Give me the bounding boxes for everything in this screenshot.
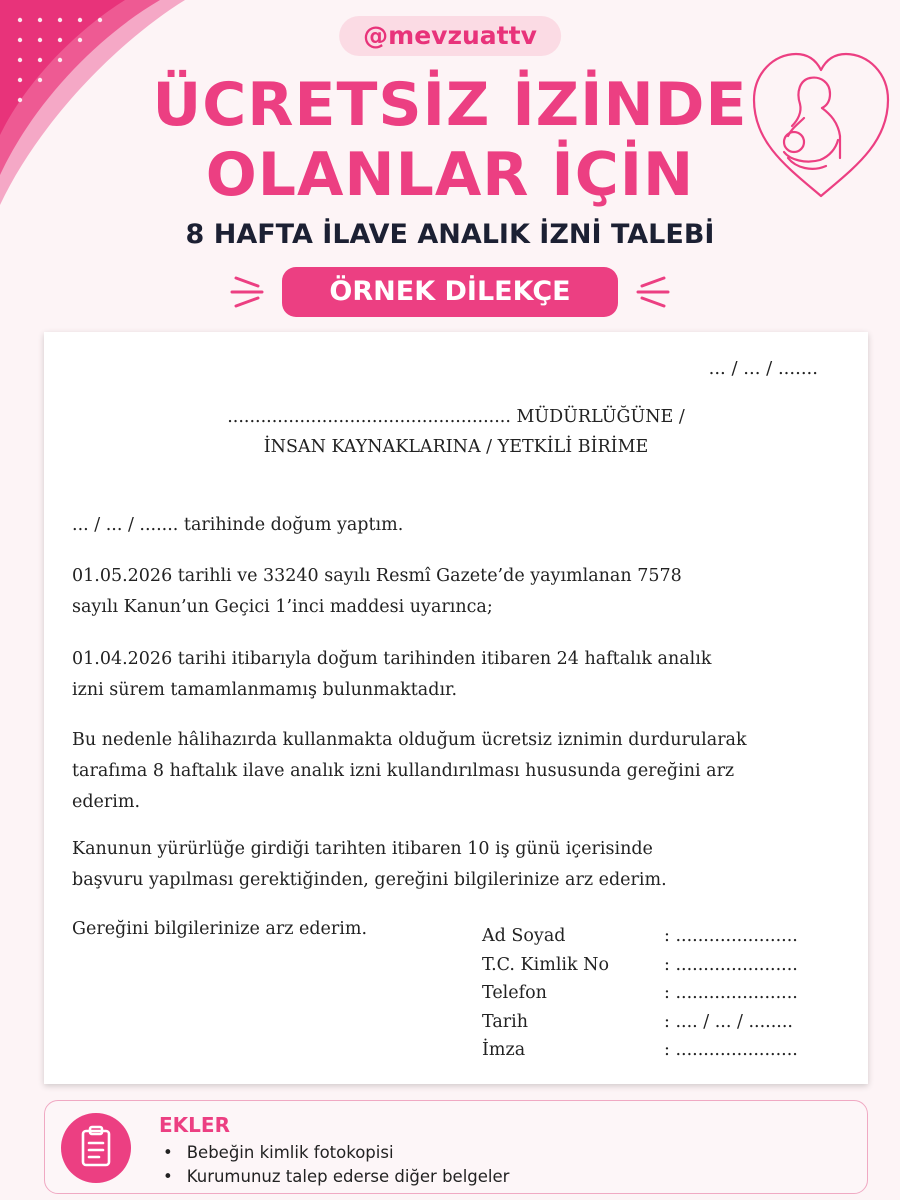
signature-value: : .... / ... / ........ bbox=[664, 1011, 793, 1032]
title-line-1: ÜCRETSİZ İZİNDE bbox=[152, 70, 748, 140]
signature-row-name bbox=[482, 922, 822, 951]
attachments-list bbox=[163, 1141, 509, 1189]
subtitle: 8 HAFTA İLAVE ANALIK İZNİ TALEBİ bbox=[185, 219, 715, 250]
signature-label: Telefon bbox=[482, 983, 547, 1003]
signature-value: : ...................... bbox=[664, 983, 798, 1003]
signature-label: T.C. Kimlik No bbox=[482, 954, 610, 975]
paragraph-birth-date: ... / ... / ....... tarihinde doğum yaptım. bbox=[72, 515, 404, 535]
mother-baby-heart-icon bbox=[748, 48, 894, 200]
signature-row-phone bbox=[482, 979, 822, 1008]
signature-label: Ad Soyad bbox=[482, 926, 566, 946]
paragraph-closing: Gereğini bilgilerinize arz ederim. bbox=[72, 919, 368, 939]
signature-label: Tarih bbox=[482, 1011, 528, 1032]
sample-petition-badge: ÖRNEK DİLEKÇE bbox=[282, 267, 618, 317]
paragraph-deadline: Kanunun yürürlüğe girdiği tarihten itibaren 10 iş günü içerisinde başvuru yapılması gerektiğinden, gereğini bilgilerinize arz ederim. bbox=[72, 839, 667, 890]
signature-value: : ...................... bbox=[664, 954, 798, 975]
signature-value: : ...................... bbox=[664, 926, 798, 946]
attachments-box bbox=[44, 1100, 868, 1194]
spark-left-icon bbox=[222, 268, 272, 316]
address-line-2: İNSAN KAYNAKLARINA / YETKİLİ BİRİME bbox=[263, 437, 649, 457]
signature-row-date bbox=[482, 1008, 822, 1037]
paragraph-request: Bu nedenle hâlihazırda kullanmakta olduğum ücretsiz iznimin durdurularak tarafıma 8 haftalık ilave analık izni kullandırılması hususunda gereğini arz ederim. bbox=[72, 730, 747, 812]
petition-date: ... / ... / ....... bbox=[708, 358, 818, 379]
address-line-1: ................................................... MÜDÜRLÜĞÜNE / bbox=[227, 407, 685, 427]
attachments-title: EKLER bbox=[159, 1113, 230, 1137]
spark-right-icon bbox=[628, 268, 678, 316]
signature-label: İmza bbox=[482, 1040, 526, 1060]
signature-value: : ...................... bbox=[664, 1040, 798, 1060]
paragraph-leave-status: 01.04.2026 tarihi itibarıyla doğum tarihinden itibaren 24 haftalık analık izni sürem tamamlanmamış bulunmaktadır. bbox=[72, 649, 712, 700]
list-item: • Bebeğin kimlik fotokopisi bbox=[163, 1141, 509, 1165]
clipboard-icon bbox=[61, 1113, 131, 1183]
list-item: • Kurumunuz talep ederse diğer belgeler bbox=[163, 1165, 509, 1189]
signature-row-sign bbox=[482, 1036, 822, 1065]
paragraph-legal-basis: 01.05.2026 tarihli ve 33240 sayılı Resmî Gazete’de yayımlanan 7578 sayılı Kanun’un Geçici 1’inci maddesi uyarınca; bbox=[72, 566, 682, 617]
petition-address bbox=[44, 402, 868, 462]
social-handle-badge: @mevzuattv bbox=[339, 16, 561, 56]
petition-document bbox=[44, 332, 868, 1084]
signature-block bbox=[482, 922, 822, 1065]
title-line-2: OLANLAR İÇİN bbox=[205, 140, 695, 210]
signature-row-id bbox=[482, 951, 822, 980]
